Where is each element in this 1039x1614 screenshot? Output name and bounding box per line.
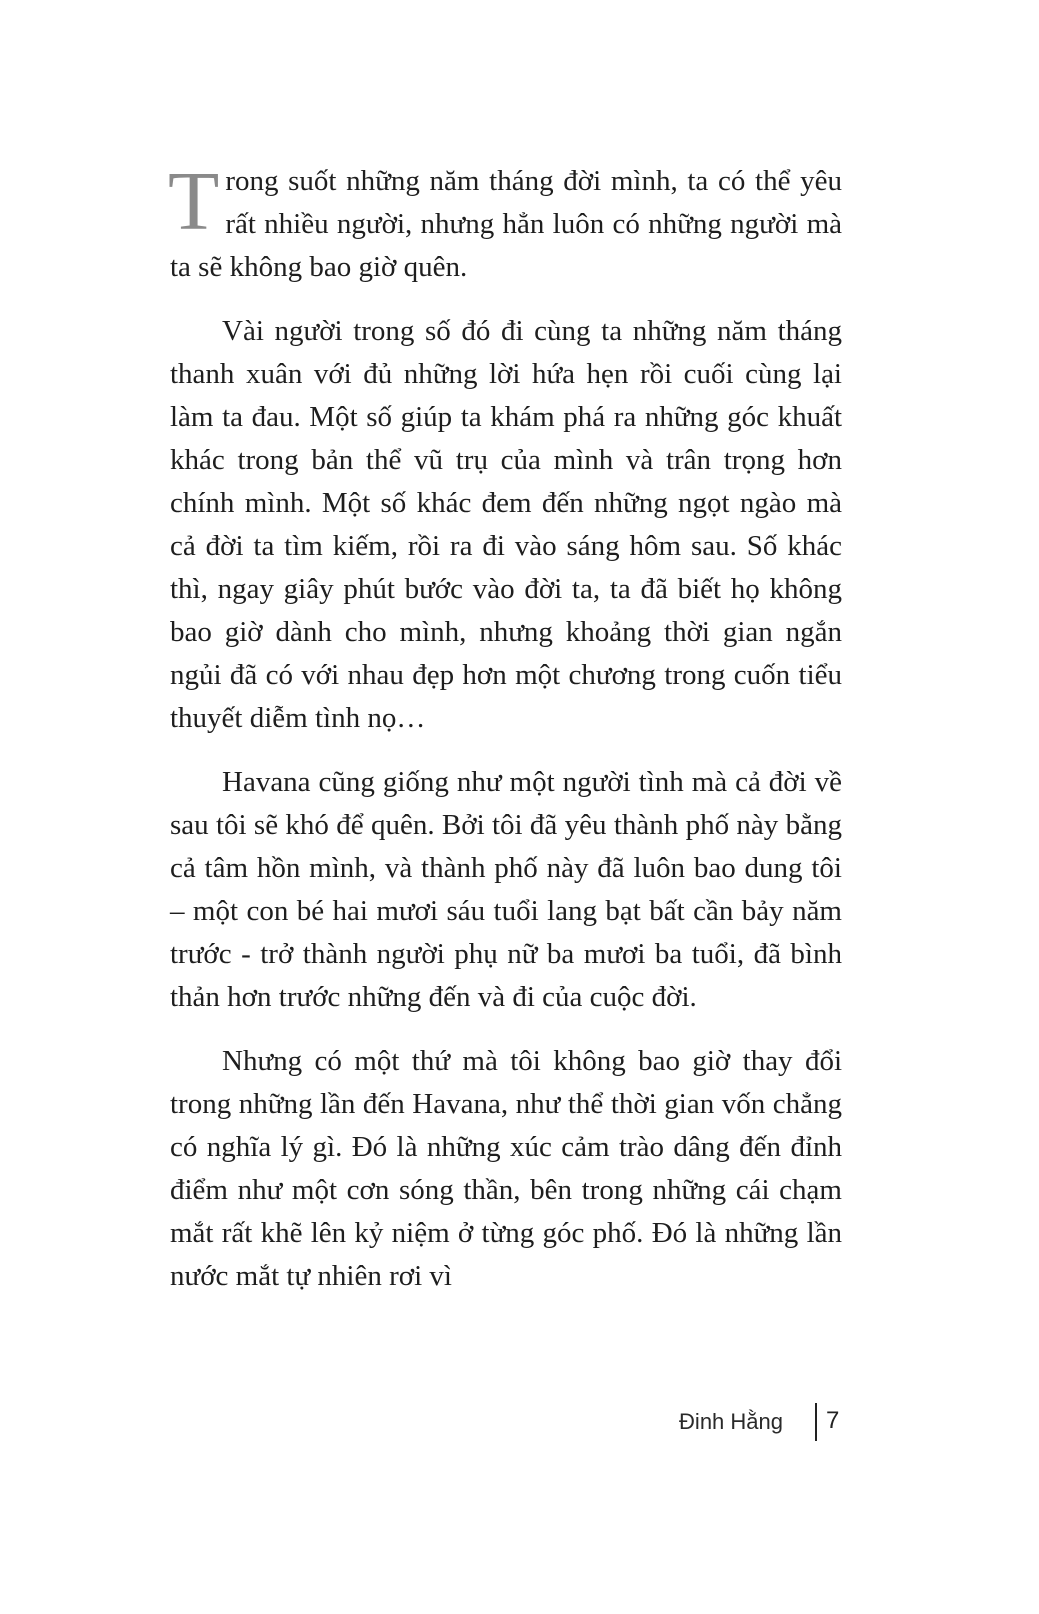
page-body [168, 155, 842, 1319]
paragraph-4: Nhưng có một thứ mà tôi không bao giờ thay đổi trong những lần đến Havana, như thể thời gian vốn chẳng có nghĩa lý gì. Đó là những xúc cảm trào dâng đến đỉnh điểm như một cơn sóng thần, bên trong những cái chạm mắt rất khẽ lên kỷ niệm ở từng góc phố. Đó là những lần nước mắt tự nhiên rơi vì [170, 1045, 842, 1292]
paragraph-1-text: rong suốt những năm tháng đời mình, ta có thể yêu rất nhiều người, nhưng hẳn luôn có những người mà ta sẽ không bao giờ quên. [170, 165, 842, 283]
paragraph-1 [168, 155, 842, 289]
footer-author: Đinh Hằng [679, 1409, 783, 1434]
drop-cap: T [168, 155, 220, 248]
paragraph-2: Vài người trong số đó đi cùng ta những năm tháng thanh xuân với đủ những lời hứa hẹn rồi cuối cùng lại làm ta đau. Một số giúp ta khám phá ra những góc khuất khác trong bản thể vũ trụ của mình và trân trọng hơn chính mình. Một số khác đem đến những ngọt ngào mà cả đời ta tìm kiếm, rồi ra đi vào sáng hôm sau. Số khác thì, ngay giây phút bước vào đời ta, ta đã biết họ không bao giờ dành cho mình, nhưng khoảng thời gian ngắn ngủi đã có với nhau đẹp hơn một chương trong cuốn tiểu thuyết diễm tình nọ… [170, 315, 842, 734]
page-footer [0, 1403, 1039, 1443]
page-number: 7 [826, 1407, 840, 1434]
footer-divider [815, 1403, 817, 1441]
paragraph-3: Havana cũng giống như một người tình mà cả đời về sau tôi sẽ khó để quên. Bởi tôi đã yêu thành phố này bằng cả tâm hồn mình, và thành phố này đã luôn bao dung tôi – một con bé hai mươi sáu tuổi lang bạt bất cần bảy năm trước - trở thành người phụ nữ ba mươi ba tuổi, đã bình thản hơn trước những đến và đi của cuộc đời. [170, 766, 842, 1013]
